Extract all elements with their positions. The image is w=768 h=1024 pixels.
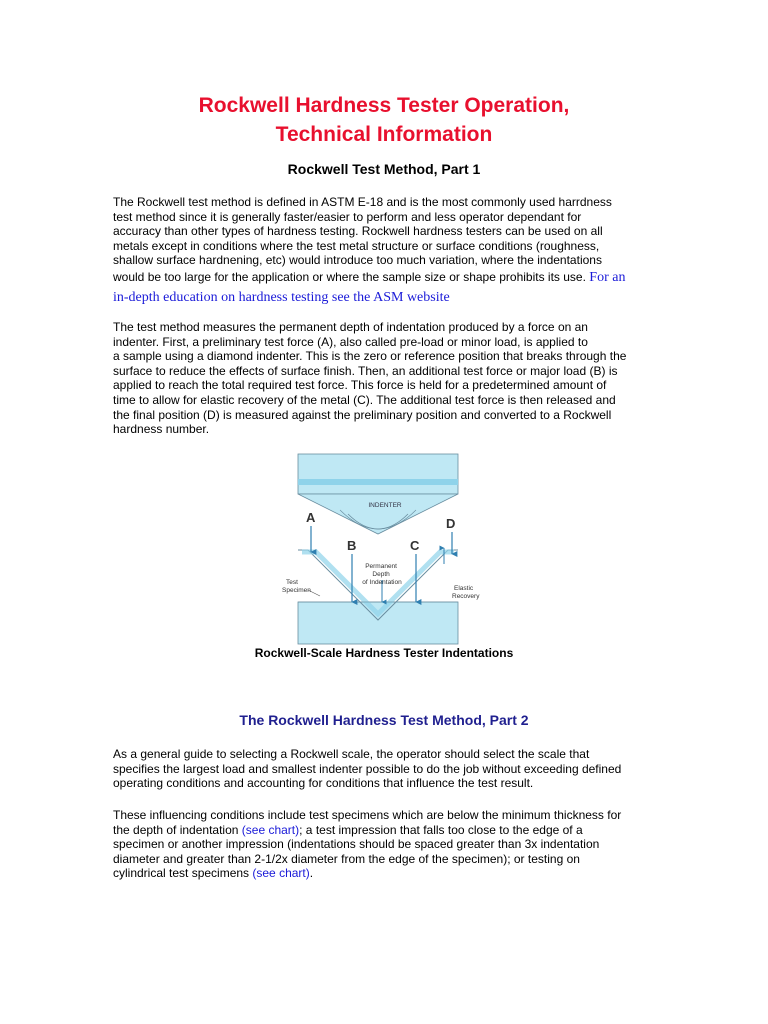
text-line: surface to reduce the effects of surface finish. Then, an additional test force or major load (B) is: [113, 363, 618, 378]
label-d: D: [446, 516, 456, 531]
title-line-1: Rockwell Hardness Tester Operation,: [198, 94, 570, 117]
text-line: The Rockwell test method is defined in ASTM E-18 and is the most commonly used harrdness: [113, 195, 612, 209]
title-line-2: Technical Information: [275, 123, 493, 146]
elastic-recovery-label: Elastic Recovery: [452, 585, 480, 600]
text-line: time to allow for elastic recovery of the metal (C). The additional test force is then released and: [113, 392, 616, 407]
test-specimen-label: Test Specimen: [282, 579, 311, 594]
label-b: B: [347, 538, 357, 553]
text-line: would be too large for the application or where the sample size or shape prohibits its use.: [113, 269, 586, 284]
text-line: specifies the largest load and smallest indenter possible to do the job without exceeding defined: [113, 761, 622, 776]
text-line: a sample using a diamond indenter. This is the zero or reference position that breaks through the: [113, 349, 627, 364]
text-line: diameter and greater than 2-1/2x diameter from the edge of the specimen); or testing on: [113, 851, 580, 866]
test-specimen-block: [298, 602, 458, 644]
label-a: A: [306, 510, 316, 525]
diagram-caption: Rockwell-Scale Hardness Tester Indentations: [254, 646, 514, 660]
text-line: applied to reach the total required test force. This force is held for a predetermined amount of: [113, 378, 607, 393]
section-subtitle-part-1: Rockwell Test Method, Part 1: [287, 161, 481, 177]
text-line: indenter. First, a preliminary test force (A), also called pre-load or minor load, is applied to: [113, 334, 588, 349]
text-line: operating conditions and accounting for conditions that influence the test result.: [113, 776, 534, 791]
text-line: specimen or another impression (indentations should be spaced greater than 3x indentation: [113, 837, 600, 852]
see-chart-link-cylindrical[interactable]: (see chart): [252, 866, 310, 881]
text-line: The test method measures the permanent depth of indentation produced by a force on an: [113, 320, 588, 334]
text-line: accuracy than other types of hardness testing. Rockwell hardness testers can be used on all: [113, 224, 603, 239]
text-line: shallow surface hardnening, etc) would introduce too much variation, where the indentations: [113, 253, 602, 268]
influencing-conditions-paragraph: These influencing conditions include test specimens which are below the minimum thickness for the depth of indentation (see chart); a test impression that falls too close to the edge of a specimen or another impression (indentations should be spaced greater than 3x indentation diameter and greater than 2-1/2x diameter from the edge of the specimen); or testing on cylindrical test specimens (see chart).: [113, 808, 622, 881]
text-line: metals except in conditions where the test metal structure or surface conditions (roughness,: [113, 238, 600, 253]
permanent-depth-label: Permanent Depth of Indentation: [362, 563, 402, 586]
see-chart-link-thickness[interactable]: (see chart): [241, 822, 300, 837]
indenter-cone: [298, 494, 458, 534]
page-title: [0, 91, 768, 149]
text-line: These influencing conditions include test specimens which are below the minimum thickness for: [113, 808, 622, 822]
text-line: the final position (D) is measured against the preliminary position and converted to a Rockwell: [113, 407, 612, 422]
text-line: test method since it is generally faster/easier to perform and less operator dependant for: [113, 209, 582, 224]
scale-selection-paragraph: [113, 747, 658, 791]
indenter-label: INDENTER: [368, 502, 402, 509]
section-heading-part-2: The Rockwell Hardness Test Method, Part 2: [239, 712, 529, 728]
label-c: C: [410, 538, 420, 553]
test-method-paragraph: [113, 320, 658, 437]
text-line: As a general guide to selecting a Rockwell scale, the operator should select the scale that: [113, 747, 590, 761]
indenter-holder: [298, 454, 458, 494]
asm-website-link[interactable]: For an in-depth education on hardness testing see the ASM website: [113, 269, 626, 305]
text-line: hardness number.: [113, 422, 210, 437]
intro-paragraph: [113, 195, 658, 308]
rockwell-indentation-diagram: [268, 452, 488, 650]
